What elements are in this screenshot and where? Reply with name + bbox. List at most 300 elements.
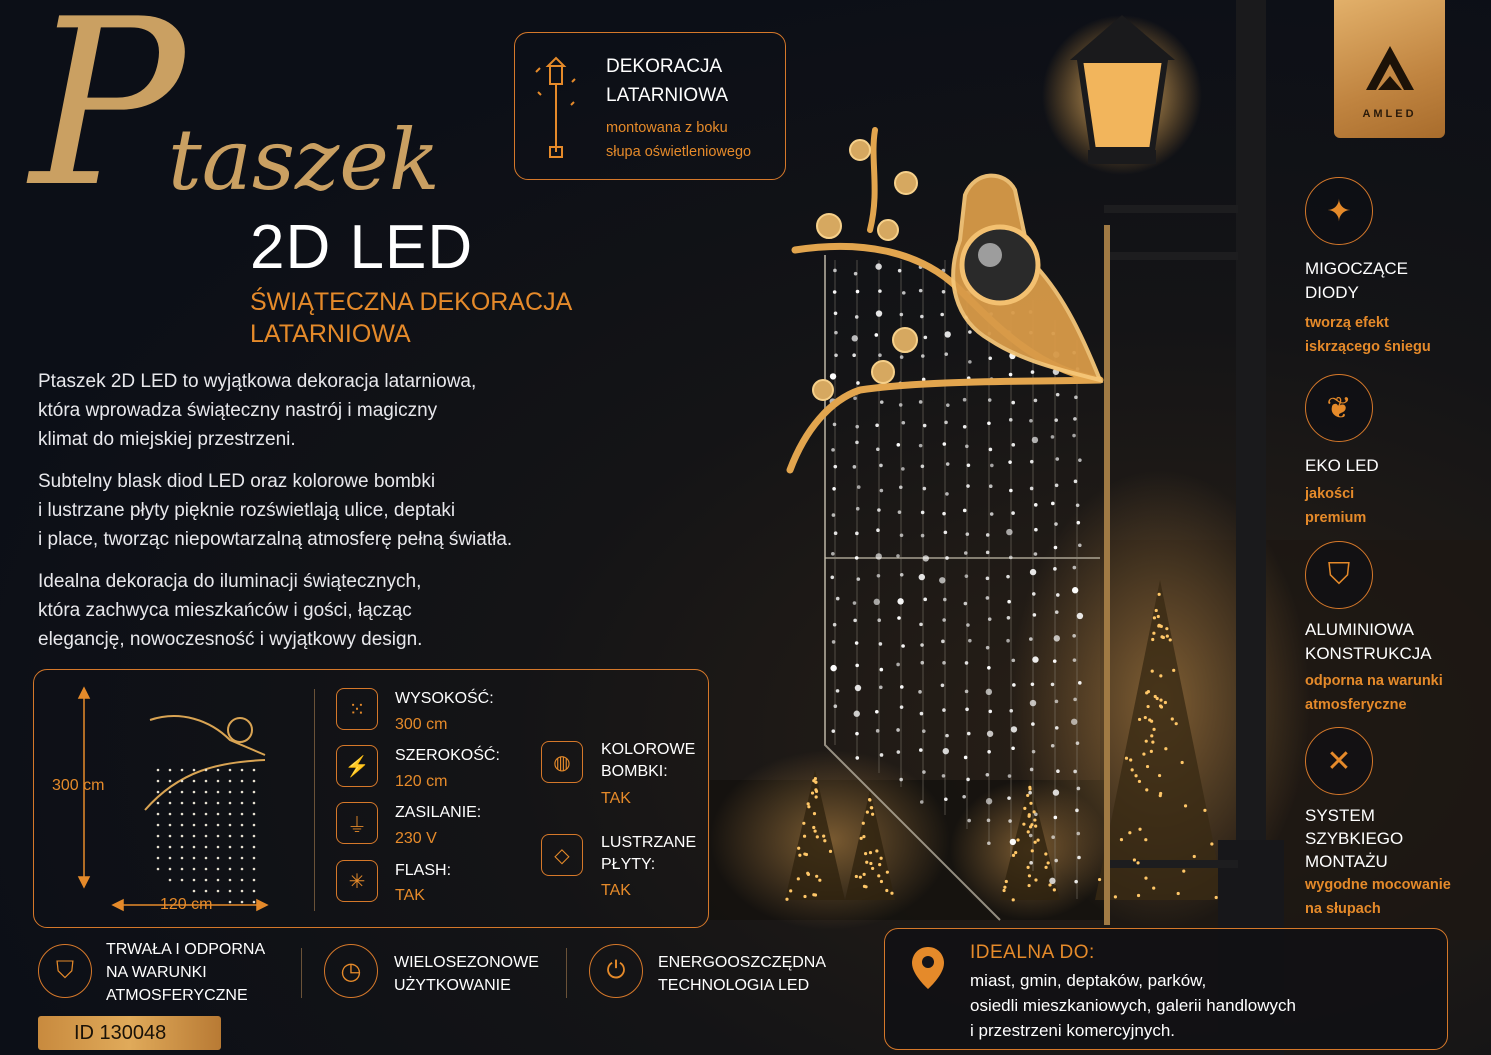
curtain-light xyxy=(1030,460,1034,464)
tree-light xyxy=(1160,705,1163,708)
mini-curtain-light xyxy=(241,824,244,827)
curtain-light xyxy=(1051,435,1055,439)
tree-light xyxy=(812,779,815,782)
curtain-light xyxy=(965,708,969,712)
curtain-light xyxy=(880,753,884,757)
tree-light xyxy=(1134,774,1137,777)
tree-light xyxy=(1172,669,1175,672)
mini-curtain-light xyxy=(205,868,208,871)
mini-curtain-light xyxy=(205,791,208,794)
mini-curtain-light xyxy=(169,780,172,783)
flash-icon: ✳ xyxy=(336,860,378,902)
curtain-light xyxy=(1029,834,1033,838)
curtain-light xyxy=(876,553,882,559)
curtain-light xyxy=(1074,880,1078,884)
mini-curtain-light xyxy=(157,791,160,794)
curtain-light xyxy=(920,315,924,319)
curtain-light xyxy=(943,442,947,446)
curtain-light xyxy=(942,708,946,712)
product-id-badge: ID 130048 xyxy=(38,1016,221,1050)
curtain-light xyxy=(1076,503,1080,507)
curtain-light xyxy=(1012,659,1016,663)
curtain-light xyxy=(1054,816,1058,820)
curtain-light xyxy=(901,644,905,648)
curtain-light xyxy=(855,441,859,445)
mini-curtain-light xyxy=(217,890,220,893)
tree-light xyxy=(811,791,814,794)
tree-light xyxy=(1210,842,1213,845)
tree-light xyxy=(1184,804,1187,807)
mini-curtain-light xyxy=(169,857,172,860)
mini-curtain-light xyxy=(157,868,160,871)
curtain-light xyxy=(964,602,968,606)
spec-flash-label: FLASH: xyxy=(395,862,452,879)
tree-light xyxy=(797,847,800,850)
tree-light xyxy=(785,898,788,901)
tree-light xyxy=(1150,734,1153,737)
mini-curtain-light xyxy=(169,824,172,827)
tree-light xyxy=(864,852,867,855)
curtain-light xyxy=(940,313,944,317)
plug-icon: ⏚ xyxy=(336,802,378,844)
tree-light xyxy=(1138,828,1141,831)
curtain-light xyxy=(922,770,926,774)
curtain-light xyxy=(1053,659,1057,663)
mini-curtain-light xyxy=(181,802,184,805)
curtain-light xyxy=(832,513,836,517)
mini-curtain-light xyxy=(169,802,172,805)
curtain-light xyxy=(1051,502,1055,506)
curtain-light xyxy=(968,639,972,643)
curtain-light xyxy=(830,575,834,579)
mini-curtain-light xyxy=(193,890,196,893)
tree-light xyxy=(1175,722,1178,725)
tree-light xyxy=(1157,615,1160,618)
curtain-light xyxy=(1072,434,1076,438)
curtain-light xyxy=(1055,726,1059,730)
curtain-light xyxy=(877,618,881,622)
curtain-light xyxy=(1073,658,1077,662)
curtain-light xyxy=(946,403,950,407)
curtain-light xyxy=(990,512,994,516)
curtain-light xyxy=(987,841,991,845)
leaf-icon: ❦ xyxy=(1305,374,1373,442)
spec-width-label: SZEROKOŚĆ: xyxy=(395,747,500,764)
curtain-light xyxy=(1073,698,1077,702)
tree-light xyxy=(866,810,869,813)
curtain-light xyxy=(918,690,922,694)
mini-curtain-light xyxy=(157,802,160,805)
curtain-light xyxy=(986,533,990,537)
tree-light xyxy=(871,813,874,816)
tree-light xyxy=(1012,854,1015,857)
curtain-light xyxy=(942,661,946,665)
curtain-light xyxy=(1074,480,1078,484)
curtain-light xyxy=(879,642,883,646)
curtain-light xyxy=(1008,774,1012,778)
curtain-light xyxy=(855,664,859,668)
curtain-light xyxy=(880,489,884,493)
curtain-light xyxy=(900,705,904,709)
mini-curtain-light xyxy=(229,802,232,805)
curtain-light xyxy=(900,685,904,689)
curtain-light xyxy=(941,683,945,687)
curtain-light xyxy=(1029,637,1033,641)
curtain-light xyxy=(855,315,859,319)
curtain-light xyxy=(833,465,837,469)
mini-curtain-light xyxy=(241,857,244,860)
curtain-light xyxy=(879,464,883,468)
curtain-light xyxy=(852,335,858,341)
curtain-light xyxy=(921,511,925,515)
tree-light xyxy=(1164,747,1167,750)
curtain-light xyxy=(1034,503,1038,507)
tree-light xyxy=(877,874,880,877)
curtain-light xyxy=(1055,457,1059,461)
tree-light xyxy=(803,852,806,855)
tree-light xyxy=(1153,616,1156,619)
curtain-light xyxy=(922,729,926,733)
mini-curtain-light xyxy=(205,769,208,772)
tree-light xyxy=(1169,638,1172,641)
curtain-light xyxy=(1011,401,1015,405)
curtain-light xyxy=(1009,489,1013,493)
curtain-light xyxy=(988,398,992,402)
tree-light xyxy=(1036,839,1039,842)
tree-light xyxy=(875,849,878,852)
spec-power-value: 230 V xyxy=(395,830,437,847)
mini-curtain-light xyxy=(241,846,244,849)
curtain-light xyxy=(878,353,882,357)
curtain-light xyxy=(967,463,971,467)
curtain-light xyxy=(855,732,859,736)
mini-curtain-light xyxy=(253,879,256,882)
curtain-light xyxy=(1030,700,1036,706)
curtain-light xyxy=(1053,789,1059,795)
tree-light xyxy=(1203,809,1206,812)
curtain-light xyxy=(942,290,946,294)
curtain-light xyxy=(987,666,991,670)
curtain-light xyxy=(967,819,971,823)
curtain-light xyxy=(1030,569,1036,575)
mini-curtain-light xyxy=(193,868,196,871)
curtain-light xyxy=(919,444,923,448)
curtain-light xyxy=(941,640,945,644)
tree-light xyxy=(1158,774,1161,777)
tree-light xyxy=(1144,877,1147,880)
curtain-light xyxy=(1056,593,1060,597)
curtain-light xyxy=(1054,546,1058,550)
tree-light xyxy=(1022,823,1025,826)
mini-curtain-light xyxy=(229,857,232,860)
ideal-for-title: IDEALNA DO: xyxy=(970,942,1095,963)
tree-light xyxy=(1215,896,1218,899)
plug-circle-icon: ⏻ xyxy=(589,944,643,998)
mini-curtain-light xyxy=(181,769,184,772)
feature-1-subtitle: tworzą efekt iskrzącego śniegu xyxy=(1305,315,1431,355)
mini-curtain-light xyxy=(157,824,160,827)
bottom-energy-text: ENERGOOSZCZĘDNA TECHNOLOGIA LED xyxy=(658,954,827,994)
tree-light xyxy=(878,863,881,866)
curtain-light xyxy=(924,336,928,340)
brand-name: AMLED xyxy=(1362,108,1417,120)
curtain-light xyxy=(1076,521,1080,525)
curtain-light xyxy=(902,291,906,295)
curtain-light xyxy=(901,467,905,471)
curtain-light xyxy=(942,774,946,778)
curtain-light xyxy=(1051,835,1055,839)
tree-light xyxy=(859,876,862,879)
ideal-for-text: miast, gmin, deptaków, parków, osiedli mieszkaniowych, galerii handlowych i przestrzeni komercyjnych. xyxy=(970,971,1296,1040)
tree-light xyxy=(868,798,871,801)
mini-curtain-light xyxy=(157,769,160,772)
tree-light xyxy=(789,889,792,892)
mini-curtain-light xyxy=(205,780,208,783)
curtain-light xyxy=(990,464,994,468)
curtain-light xyxy=(965,444,969,448)
mini-curtain-light xyxy=(157,780,160,783)
curtain-light xyxy=(833,423,837,427)
curtain-light xyxy=(831,448,835,452)
curtain-light xyxy=(852,353,856,357)
curtain-light xyxy=(965,690,969,694)
tree-light xyxy=(886,871,889,874)
curtain-light xyxy=(919,400,923,404)
mini-curtain-light xyxy=(253,813,256,816)
curtain-light xyxy=(1053,567,1057,571)
curtain-light xyxy=(1030,768,1034,772)
curtain-light xyxy=(899,485,903,489)
mini-curtain-light xyxy=(193,791,196,794)
tree-light xyxy=(1151,669,1154,672)
mini-curtain-light xyxy=(193,802,196,805)
curtain-light xyxy=(945,734,949,738)
tree-light xyxy=(1002,889,1005,892)
curtain-light xyxy=(919,623,923,627)
mini-curtain-light xyxy=(253,846,256,849)
curtain-light xyxy=(1030,487,1034,491)
mini-curtain-light xyxy=(241,835,244,838)
curtain-light xyxy=(1011,746,1015,750)
mini-curtain-light xyxy=(241,868,244,871)
curtain-light xyxy=(832,640,836,644)
mini-curtain-light xyxy=(205,802,208,805)
mini-curtain-light xyxy=(217,835,220,838)
tree-light xyxy=(880,857,883,860)
curtain-light xyxy=(1032,592,1036,596)
curtain-light xyxy=(987,750,991,754)
curtain-light xyxy=(1010,839,1016,845)
curtain-light xyxy=(855,756,859,760)
tree-light xyxy=(1048,883,1051,886)
tree-light xyxy=(815,795,818,798)
spec-baubles-label: KOLOROWE BOMBKI: xyxy=(601,741,696,780)
curtain-light xyxy=(1055,484,1059,488)
mini-curtain-light xyxy=(241,890,244,893)
tree-light xyxy=(1136,861,1139,864)
mini-curtain-light xyxy=(253,890,256,893)
bottom-divider-1 xyxy=(301,948,302,998)
tree-light xyxy=(863,873,866,876)
tree-light xyxy=(1034,825,1037,828)
curtain-light xyxy=(875,333,879,337)
tree-light xyxy=(807,802,810,805)
mount-subtitle: montowana z boku słupa oświetleniowego xyxy=(606,120,752,160)
curtain-light xyxy=(855,685,861,691)
tree-light xyxy=(1114,895,1117,898)
tree-light xyxy=(860,837,863,840)
mini-curtain-light xyxy=(169,769,172,772)
spec-height-value: 300 cm xyxy=(395,716,448,733)
curtain-light xyxy=(853,619,857,623)
curtain-light xyxy=(1078,681,1082,685)
tree-light xyxy=(1026,794,1029,797)
dimension-width: 120 cm xyxy=(160,896,213,913)
curtain-light xyxy=(853,601,857,605)
bolt-icon: ⚡ xyxy=(336,745,378,787)
curtain-light xyxy=(876,447,880,451)
tree-light xyxy=(815,875,818,878)
curtain-light xyxy=(963,509,967,513)
curtain-light xyxy=(964,756,968,760)
mini-curtain-light xyxy=(229,780,232,783)
mini-curtain-light xyxy=(157,835,160,838)
curtain-light xyxy=(1011,726,1017,732)
mini-curtain-light xyxy=(241,802,244,805)
curtain-light xyxy=(919,289,923,293)
curtain-light xyxy=(1049,878,1055,884)
curtain-light xyxy=(900,533,904,537)
curtain-light xyxy=(900,355,904,359)
tree-light xyxy=(822,835,825,838)
mini-curtain-light xyxy=(217,813,220,816)
mini-curtain-light xyxy=(157,813,160,816)
curtain-light xyxy=(1077,613,1083,619)
curtain-light xyxy=(986,646,990,650)
mini-curtain-light xyxy=(241,780,244,783)
spec-power-label: ZASILANIE: xyxy=(395,804,482,821)
mini-curtain-light xyxy=(229,813,232,816)
curtain-light xyxy=(989,484,993,488)
mini-curtain-light xyxy=(181,813,184,816)
curtain-light xyxy=(962,795,966,799)
curtain-light xyxy=(900,313,904,317)
mini-curtain-light xyxy=(217,769,220,772)
curtain-light xyxy=(853,465,857,469)
tree-light xyxy=(1181,761,1184,764)
tree-light xyxy=(1182,870,1185,873)
curtain-light xyxy=(1009,418,1013,422)
tree-light xyxy=(1047,861,1050,864)
tree-light xyxy=(1120,838,1123,841)
curtain-light xyxy=(1075,809,1079,813)
curtain-light xyxy=(1009,373,1013,377)
feature-2-title: EKO LED xyxy=(1305,456,1379,475)
curtain-light xyxy=(1007,616,1011,620)
mini-curtain-light xyxy=(229,791,232,794)
feature-3-subtitle: odporna na warunki atmosferyczne xyxy=(1305,673,1443,713)
mini-curtain-light xyxy=(217,780,220,783)
curtain-light xyxy=(1073,566,1077,570)
tree-light xyxy=(869,851,872,854)
mini-curtain-light xyxy=(181,879,184,882)
tree-light xyxy=(815,790,818,793)
mini-curtain-light xyxy=(181,857,184,860)
curtain-light xyxy=(1078,543,1082,547)
curtain-light xyxy=(1051,744,1055,748)
curtain-light xyxy=(988,617,992,621)
curtain-light xyxy=(1009,556,1013,560)
shield-icon: ⛉ xyxy=(1305,541,1373,609)
mini-curtain-light xyxy=(253,857,256,860)
curtain-light xyxy=(968,330,972,334)
curtain-light xyxy=(968,360,972,364)
curtain-light xyxy=(943,748,949,754)
tree-light xyxy=(1023,807,1026,810)
tree-light xyxy=(1028,815,1031,818)
tree-light xyxy=(1028,874,1031,877)
curtain-light xyxy=(876,729,880,733)
curtain-light xyxy=(1006,639,1010,643)
curtain-light xyxy=(833,290,837,294)
mini-curtain-light xyxy=(217,868,220,871)
tree-light xyxy=(863,885,866,888)
tree-light xyxy=(1152,632,1155,635)
amled-logo-icon xyxy=(1364,42,1416,94)
curtain-light xyxy=(921,534,925,538)
curtain-light xyxy=(1031,722,1035,726)
tree-light xyxy=(829,850,832,853)
curtain-light xyxy=(963,398,967,402)
mini-curtain-light xyxy=(193,780,196,783)
tree-light xyxy=(1154,695,1157,698)
curtain-light xyxy=(896,554,900,558)
curtain-light xyxy=(1029,419,1033,423)
curtain-light xyxy=(1011,443,1015,447)
curtain-light xyxy=(876,528,880,532)
curtain-light xyxy=(899,403,903,407)
curtain-light xyxy=(1034,528,1038,532)
curtain-light xyxy=(923,424,927,428)
curtain-light xyxy=(833,623,837,627)
curtain-light xyxy=(919,574,925,580)
tree-light xyxy=(862,835,865,838)
mini-curtain-light xyxy=(205,879,208,882)
dimension-illustration xyxy=(60,680,290,920)
curtain-light xyxy=(854,711,860,717)
curtain-light xyxy=(1054,522,1058,526)
curtain-light xyxy=(988,356,992,360)
tree-light xyxy=(1033,810,1036,813)
mini-curtain-light xyxy=(253,835,256,838)
curtain-light xyxy=(1032,750,1036,754)
mini-curtain-light xyxy=(169,879,172,882)
spec-baubles-value: TAK xyxy=(601,790,631,807)
mini-curtain-light xyxy=(241,791,244,794)
curtain-light xyxy=(964,551,968,555)
tree-light xyxy=(1159,674,1162,677)
mini-curtain-light xyxy=(253,901,256,904)
tree-light xyxy=(1150,750,1153,753)
curtain-light xyxy=(987,731,993,737)
mirror-icon: ◇ xyxy=(541,834,583,876)
mini-curtain-light xyxy=(169,835,172,838)
curtain-light xyxy=(923,487,927,491)
curtain-light xyxy=(986,773,990,777)
tree-light xyxy=(1028,786,1031,789)
curtain-light xyxy=(897,443,901,447)
mini-curtain-light xyxy=(193,813,196,816)
